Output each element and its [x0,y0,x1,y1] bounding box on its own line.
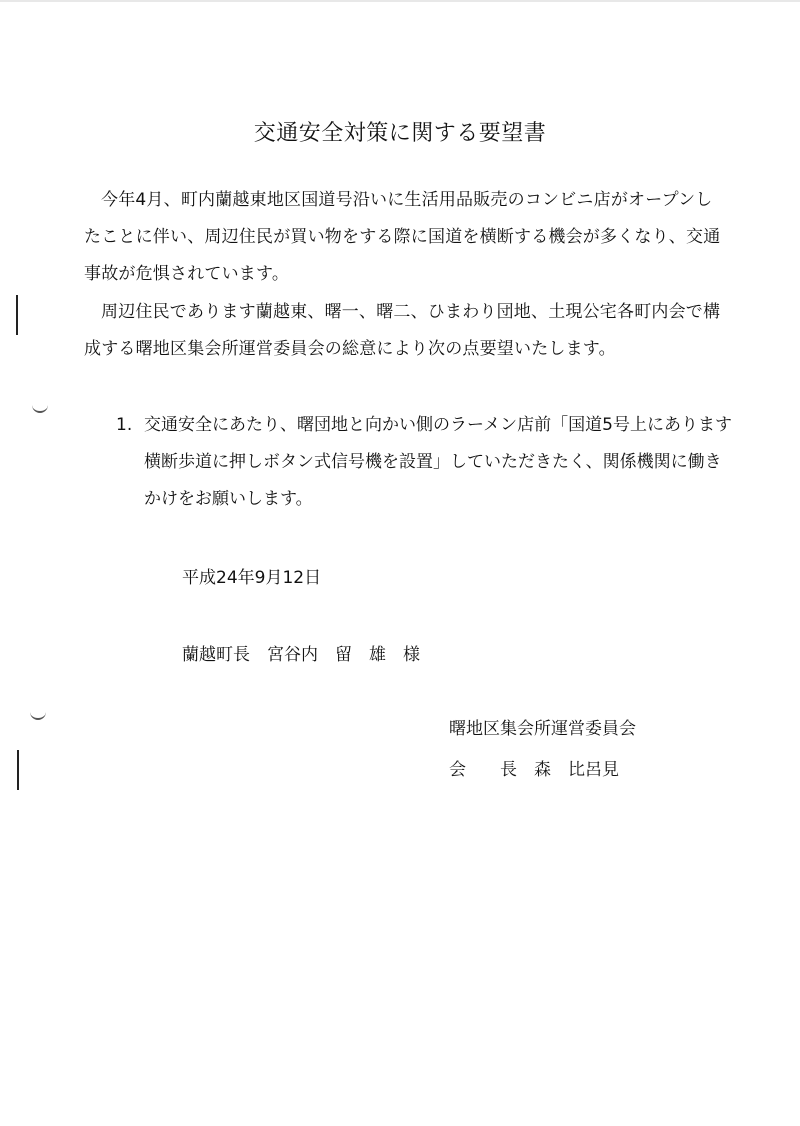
document-date: 平成24年9月12日 [182,568,322,588]
sender-organization: 曙地区集会所運営委員会 [449,719,636,739]
addressee: 蘭越町長 宮谷内 留 雄 様 [182,645,420,665]
request-text: 交通安全にあたり、曙団地と向かい側のラーメン店前「国道5号上にあります横断歩道に押しボタン式信号機を設置」していただきたく、関係機関に働きかけをお願いします。 [144,415,732,509]
scan-mark-line [16,295,18,335]
request-number: 1. [116,415,133,435]
binder-hole-mark [32,403,48,413]
paragraph-2: 周辺住民であります蘭越東、曙一、曙二、ひまわり団地、土現公宅各町内会で構成する曙地区集会所運営委員会の総意により次の点要望いたします。 [84,302,721,359]
scan-edge [0,0,800,2]
document-title: 交通安全対策に関する要望書 [253,121,547,146]
binder-hole-mark [30,710,46,720]
scan-mark-line [17,750,19,790]
sender-representative: 会 長 森 比呂見 [449,760,619,780]
paragraph-1: 今年4月、町内蘭越東地区国道号沿いに生活用品販売のコンビニ店がオープンしたことに伴い、周辺住民が買い物をする際に国道を横断する機会が多くなり、交通事故が危惧されています。 [84,190,721,284]
